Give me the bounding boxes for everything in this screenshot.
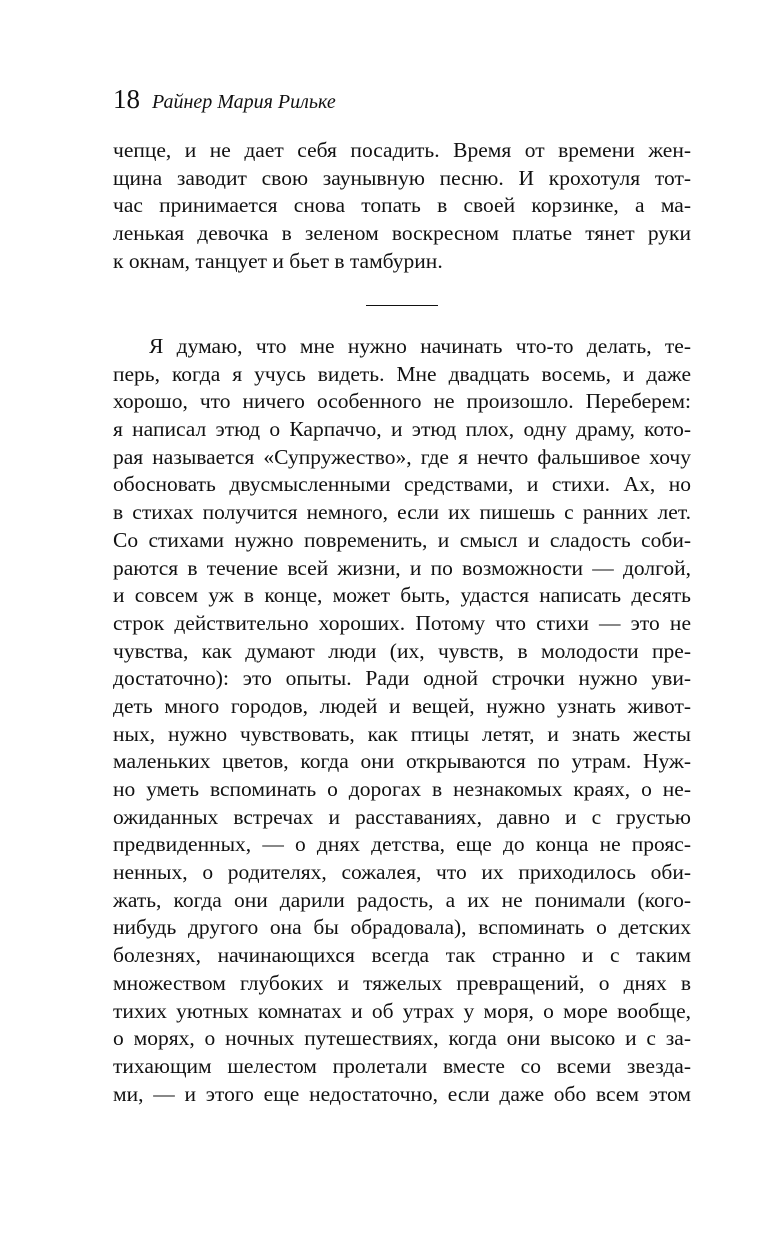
text-line: хорошо, что ничего особенного не произошло. Переберем: bbox=[113, 389, 691, 414]
text-line: маленьких цветов, когда они открываются по утрам. Нуж- bbox=[113, 749, 691, 774]
text-line: ленькая девочка в зеленом воскресном платье тянет руки bbox=[113, 221, 691, 246]
text-line: достаточно): это опыты. Ради одной строчки нужно уви- bbox=[113, 666, 691, 691]
text-line: и совсем уж в конце, может быть, удастся написать десять bbox=[113, 583, 691, 608]
text-line: ных, нужно чувствовать, как птицы летят, и знать жесты bbox=[113, 721, 691, 746]
text-line: ожиданных встречах и расставаниях, давно и с грустью bbox=[113, 804, 691, 829]
text-line: но уметь вспоминать о дорогах в незнакомых краях, о не- bbox=[113, 777, 691, 801]
text-line: тихих уютных комнатах и об утрах у моря, о море вообще, bbox=[113, 998, 691, 1023]
text-line: строк действительно хороших. Потому что стихи — это не bbox=[113, 610, 691, 635]
running-title: Райнер Мария Рильке bbox=[152, 91, 336, 113]
text-line: ми, — и этого еще недостаточно, если даже обо всем этом bbox=[113, 1081, 691, 1106]
text-line: нибудь другого она бы обрадовала), вспоминать о детских bbox=[113, 915, 691, 940]
text-line: раются в течение всей жизни, и по возможности — долгой, bbox=[113, 555, 691, 580]
text-line: к окнам, танцует и бьет в тамбурин. bbox=[113, 248, 443, 273]
text-line: я написал этюд о Карпаччо, и этюд плох, одну драму, кото- bbox=[113, 417, 691, 442]
page-number: 18 bbox=[113, 84, 140, 114]
text-line: в стихах получится немного, если их пишешь с ранних лет. bbox=[113, 500, 691, 525]
text-line: множеством глубоких и тяжелых превращений, о днях в bbox=[113, 970, 691, 995]
text-line: обосновать двусмысленными средствами, и стихи. Ах, но bbox=[113, 472, 691, 497]
text-line: ненных, о родителях, сожалея, что их приходилось оби- bbox=[113, 860, 691, 885]
text-line: перь, когда я учусь видеть. Мне двадцать восемь, и даже bbox=[113, 361, 691, 386]
running-header bbox=[113, 84, 336, 115]
text-line: о морях, о ночных путешествиях, когда они высоко и с за- bbox=[113, 1026, 691, 1051]
text-line: Я думаю, что мне нужно начинать что-то делать, те- bbox=[149, 334, 691, 358]
text-line: чувства, как думают люди (их, чувств, в молодости пре- bbox=[113, 638, 691, 663]
text-line: рая называется «Супружество», где я нечто фальшивое хочу bbox=[113, 444, 691, 469]
text-line: деть много городов, людей и вещей, нужно узнать живот- bbox=[113, 693, 691, 718]
text-line: час принимается снова топать в своей корзинке, а ма- bbox=[113, 193, 691, 218]
text-line: чепце, и не дает себя посадить. Время от времени жен- bbox=[113, 138, 691, 162]
paragraph-main bbox=[113, 333, 691, 1108]
text-line: болезнях, начинающихся всегда так странно и с таким bbox=[113, 943, 691, 968]
text-line: жать, когда они дарили радость, а их не понимали (кого- bbox=[113, 887, 691, 912]
paragraph-continuation bbox=[113, 137, 691, 275]
section-separator bbox=[366, 305, 438, 306]
text-line: щина заводит свою заунывную песню. И крохотуля тот- bbox=[113, 165, 691, 190]
text-line: тихающим шелестом пролетали вместе со всеми звезда- bbox=[113, 1053, 691, 1078]
text-line: предвиденных, — о днях детства, еще до конца не прояс- bbox=[113, 832, 691, 857]
text-line: Со стихами нужно повременить, и смысл и сладость соби- bbox=[113, 527, 691, 552]
